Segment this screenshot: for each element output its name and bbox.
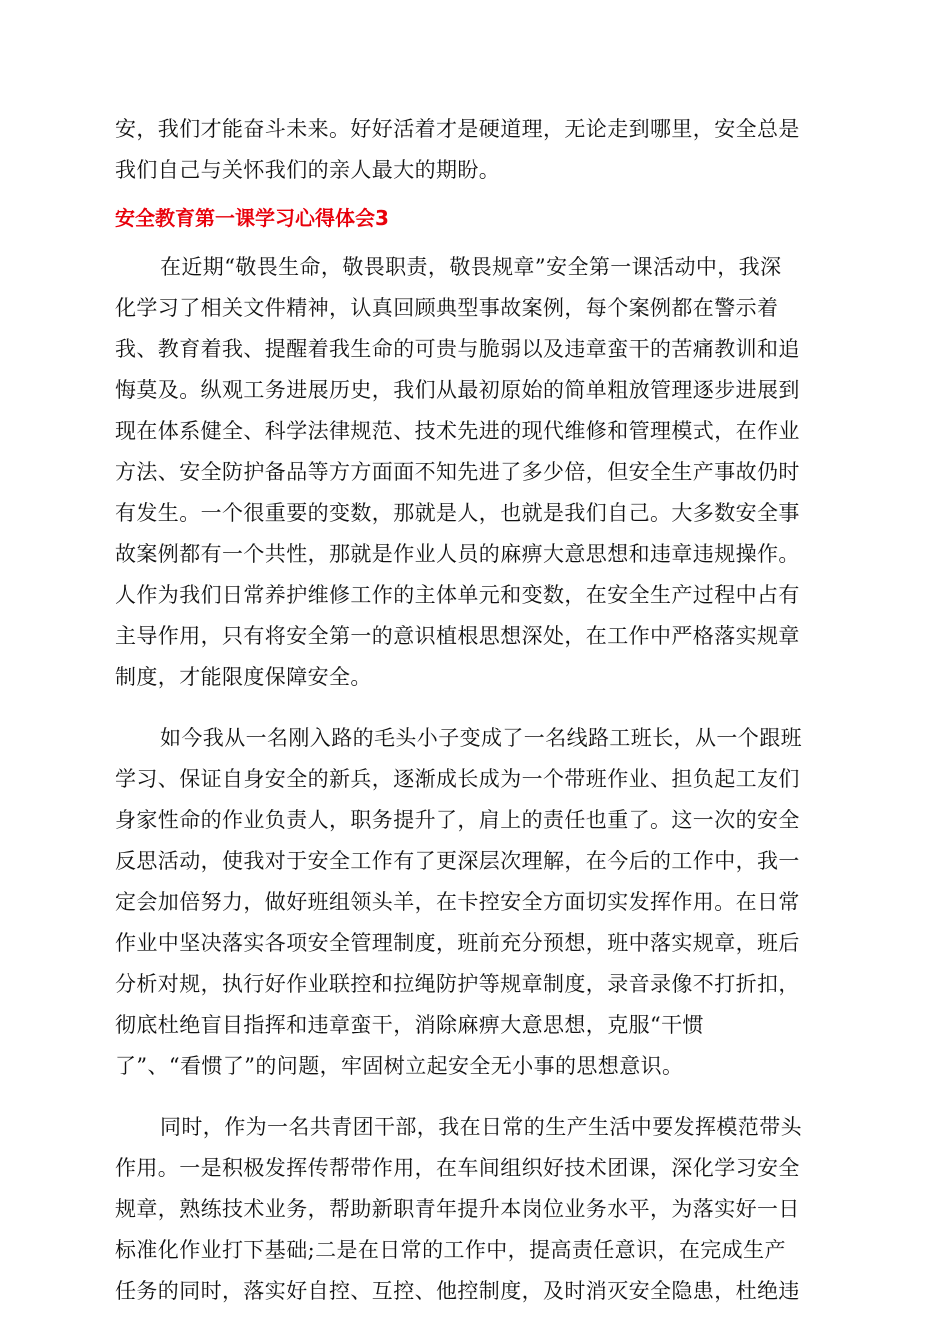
text-line: 作用。一是积极发挥传帮带作用，在车间组织好技术团课，深化学习安全 — [115, 1156, 800, 1180]
section-heading: 安全教育第一课学习心得体会3 — [115, 206, 389, 230]
text-line: 规章，熟练技术业务，帮助新职青年提升本岗位业务水平，为落实好一日 — [115, 1197, 800, 1221]
text-line: 制度，才能限度保障安全。 — [115, 665, 372, 689]
text-line: 如今我从一名刚入路的毛头小子变成了一名线路工班长，从一个跟班 — [160, 726, 802, 750]
text-line: 我、教育着我、提醒着我生命的可贵与脆弱以及违章蛮干的苦痛教训和追 — [115, 337, 800, 361]
text-line: 标准化作业打下基础;二是在日常的工作中，提高责任意识，在完成生产 — [115, 1238, 786, 1262]
text-line: 人作为我们日常养护维修工作的主体单元和变数，在安全生产过程中占有 — [115, 583, 800, 607]
text-line: 任务的同时，落实好自控、互控、他控制度，及时消灭安全隐患，杜绝违 — [115, 1279, 800, 1303]
text-line: 作业中坚决落实各项安全管理制度，班前充分预想，班中落实规章，班后 — [115, 931, 800, 955]
text-line: 在近期“敬畏生命，敬畏职责，敬畏规章”安全第一课活动中，我深 — [160, 255, 782, 279]
text-line: 了”、“看惯了”的问题，牢固树立起安全无小事的思想意识。 — [115, 1054, 684, 1078]
text-line: 安，我们才能奋斗未来。好好活着才是硬道理，无论走到哪里，安全总是 — [115, 117, 800, 141]
text-line: 现在体系健全、科学法律规范、技术先进的现代维修和管理模式，在作业 — [115, 419, 800, 443]
text-line: 身家性命的作业负责人，职务提升了，肩上的责任也重了。这一次的安全 — [115, 808, 800, 832]
text-line: 同时，作为一名共青团干部，我在日常的生产生活中要发挥模范带头 — [160, 1115, 802, 1139]
text-line: 悔莫及。纵观工务进展历史，我们从最初原始的简单粗放管理逐步进展到 — [115, 378, 800, 402]
text-line: 主导作用，只有将安全第一的意识植根思想深处，在工作中严格落实规章 — [115, 624, 800, 648]
text-line: 分析对规，执行好作业联控和拉绳防护等规章制度，录音录像不打折扣， — [115, 972, 800, 996]
text-line: 有发生。一个很重要的变数，那就是人，也就是我们自己。大多数安全事 — [115, 501, 800, 525]
text-line: 定会加倍努力，做好班组领头羊，在卡控安全方面切实发挥作用。在日常 — [115, 890, 800, 914]
text-line: 故案例都有一个共性，那就是作业人员的麻痹大意思想和违章违规操作。 — [115, 542, 800, 566]
text-line: 化学习了相关文件精神，认真回顾典型事故案例，每个案例都在警示着 — [115, 296, 779, 320]
text-line: 方法、安全防护备品等方方面面不知先进了多少倍，但安全生产事故仍时 — [115, 460, 800, 484]
text-line: 我们自己与关怀我们的亲人最大的期盼。 — [115, 158, 501, 182]
text-line: 彻底杜绝盲目指挥和违章蛮干，消除麻痹大意思想，克服“干惯 — [115, 1013, 704, 1037]
text-line: 学习、保证自身安全的新兵，逐渐成长成为一个带班作业、担负起工友们 — [115, 767, 800, 791]
text-line: 反思活动，使我对于安全工作有了更深层次理解，在今后的工作中，我一 — [115, 849, 800, 873]
